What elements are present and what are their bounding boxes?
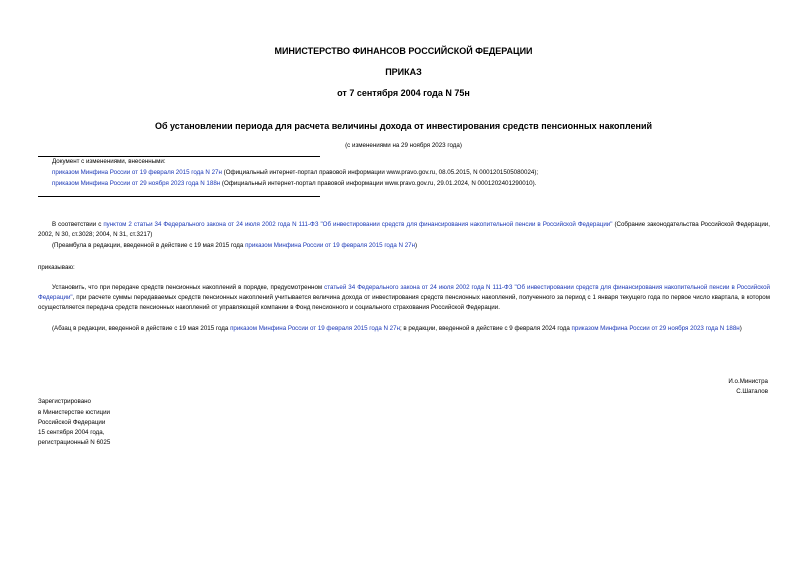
registration-line: в Министерстве юстиции [38, 409, 111, 416]
doc-title: Об установлении периода для расчета величины дохода от инвестирования средств пенсионных накоплений [154, 121, 653, 131]
note-text: ) [415, 242, 418, 249]
amendment-source: (Официальный интернет-портал правовой информации www.pravo.gov.ru, 29.01.2024, N 0001202401290010). [220, 180, 537, 187]
doc-date-number: от 7 сентября 2004 года N 75н [337, 88, 470, 98]
main-text: , при расчете суммы передаваемых средств пенсионных накоплений учитывается величина дохода от инвестирования средств пенсионных накоплений, полученного за период с 1 января текущего года по первое число квартала, в котором осуществляется передача средств пенсионных накоплений от управляющей компании в Фонд пенсионного и социального страхования Российской Федерации. [38, 294, 770, 311]
divider-bottom [38, 196, 320, 197]
preamble-note [52, 241, 770, 251]
amended-note: (с изменениями на 29 ноября 2023 года) [345, 142, 462, 149]
registration-line: 15 сентября 2004 года, [38, 429, 105, 436]
changes-intro: Документ с изменениями, внесенными: [52, 158, 166, 165]
signature-name: С.Шаталов [736, 388, 768, 395]
amendment-link-2023[interactable]: приказом Минфина России от 29 ноября 2023 года N 188н [52, 180, 221, 187]
main-text: Установить, что при передаче средств пенсионных накоплений в порядке, предусмотренном [52, 284, 325, 291]
preamble-paragraph [38, 220, 770, 240]
main-paragraph [38, 283, 770, 313]
registration-line: регистрационный N 6025 [38, 439, 111, 446]
note-text: (Преамбула в редакции, введенной в действие с 19 мая 2015 года [52, 242, 246, 249]
note-text: (Абзац в редакции, введенной в действие с 19 мая 2015 года [52, 325, 231, 332]
note-text: ; в редакции, введенной в действие с 9 февраля 2024 года [399, 325, 572, 332]
changes-item [52, 179, 772, 189]
note-text: ) [739, 325, 742, 332]
main-note [38, 324, 770, 334]
amendment-link-2015[interactable]: приказом Минфина России от 19 февраля 2015 года N 27н [245, 242, 415, 249]
doc-type-heading: ПРИКАЗ [385, 67, 422, 77]
amendment-link-2023[interactable]: приказом Минфина России от 29 ноября 2023 года N 188н [571, 325, 740, 332]
ministry-heading: МИНИСТЕРСТВО ФИНАНСОВ РОССИЙСКОЙ ФЕДЕРАЦИИ [274, 46, 533, 56]
signature-position: И.о.Министра [728, 378, 768, 385]
amendment-link-2015[interactable]: приказом Минфина России от 19 февраля 2015 года N 27н [52, 169, 222, 176]
amendment-link-2015[interactable]: приказом Минфина России от 19 февраля 2015 года N 27н [230, 325, 400, 332]
amendment-source: (Официальный интернет-портал правовой информации www.pravo.gov.ru, 08.05.2015, N 0001201505080024); [221, 169, 539, 176]
registration-line: Российской Федерации [38, 419, 106, 426]
registration-line: Зарегистрировано [38, 398, 91, 405]
preamble-text: (Собрание законодательства Российской Федерации, 2002, N 30, ст.3028; 2004, N 31, ст.3217) [38, 221, 770, 238]
article-34-link[interactable]: статьей 34 Федерального закона от 24 июля 2002 года N 111-ФЗ "Об инвестировании средств для финансирования накопительной пенсии в Российской Федерации" [38, 284, 770, 301]
preamble-text: В соответствии с [52, 221, 104, 228]
federal-law-link[interactable]: пунктом 2 статьи 34 Федерального закона от 24 июля 2002 года N 111-ФЗ "Об инвестировании средств для финансирования накопительной пенсии в Российской Федерации" [103, 221, 613, 228]
order-word: приказываю: [38, 264, 75, 271]
changes-item [52, 168, 772, 178]
